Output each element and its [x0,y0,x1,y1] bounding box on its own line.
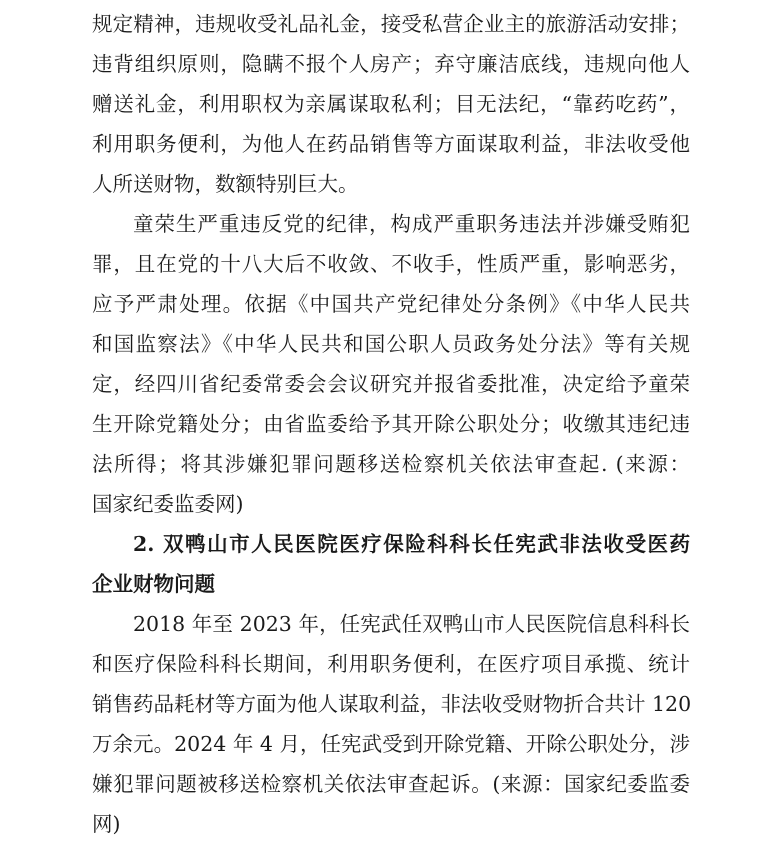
text-line: 和医疗保险科科长期间，利用职务便利，在医疗项目承揽、统计 [92,652,690,676]
paragraph-case1-decision [92,204,690,524]
text-line: 国家纪委监委网) [92,492,244,516]
heading-line: 2. 双鸭山市人民医院医疗保险科科长任宪武非法收受医药 [133,532,690,556]
text-line: 人所送财物，数额特别巨大。 [92,172,359,196]
section-heading-case2 [92,524,690,604]
text-line: 应予严肃处理。依据《中国共产党纪律处分条例》《中华人民共 [92,292,690,316]
text-line: 法所得；将其涉嫌犯罪问题移送检察机关依法审查起. (来源： [92,452,690,476]
text-line: 定，经四川省纪委常委会会议研究并报省委批准，决定给予童荣 [92,372,690,396]
text-line: 赠送礼金，利用职权为亲属谋取私利；目无法纪，“靠药吃药”， [92,92,690,116]
text-line: 罪，且在党的十八大后不收敛、不收手，性质严重，影响恶劣， [92,252,690,276]
text-line: 2018 年至 2023 年，任宪武任双鸭山市人民医院信息科科长 [133,612,690,636]
text-line: 嫌犯罪问题被移送检察机关依法审查起诉。(来源：国家纪委监委 [92,772,690,796]
paragraph-case1-tail [92,4,690,204]
document-page [92,4,690,844]
text-line: 销售药品耗材等方面为他人谋取利益，非法收受财物折合共计 120 [92,692,692,716]
text-line: 生开除党籍处分；由省监委给予其开除公职处分；收缴其违纪违 [92,412,690,436]
text-line: 违背组织原则，隐瞒不报个人房产；弃守廉洁底线，违规向他人 [92,52,690,76]
text-line: 和国监察法》《中华人民共和国公职人员政务处分法》等有关规 [92,332,690,356]
paragraph-case2-body [92,604,690,844]
heading-line: 企业财物问题 [92,572,215,596]
text-line: 网) [92,812,121,836]
text-line: 万余元。2024 年 4 月，任宪武受到开除党籍、开除公职处分，涉 [92,732,690,756]
text-line: 童荣生严重违反党的纪律，构成严重职务违法并涉嫌受贿犯 [133,212,690,236]
text-line: 利用职务便利，为他人在药品销售等方面谋取利益，非法收受他 [92,132,690,156]
text-line: 规定精神，违规收受礼品礼金，接受私营企业主的旅游活动安排； [92,12,690,36]
